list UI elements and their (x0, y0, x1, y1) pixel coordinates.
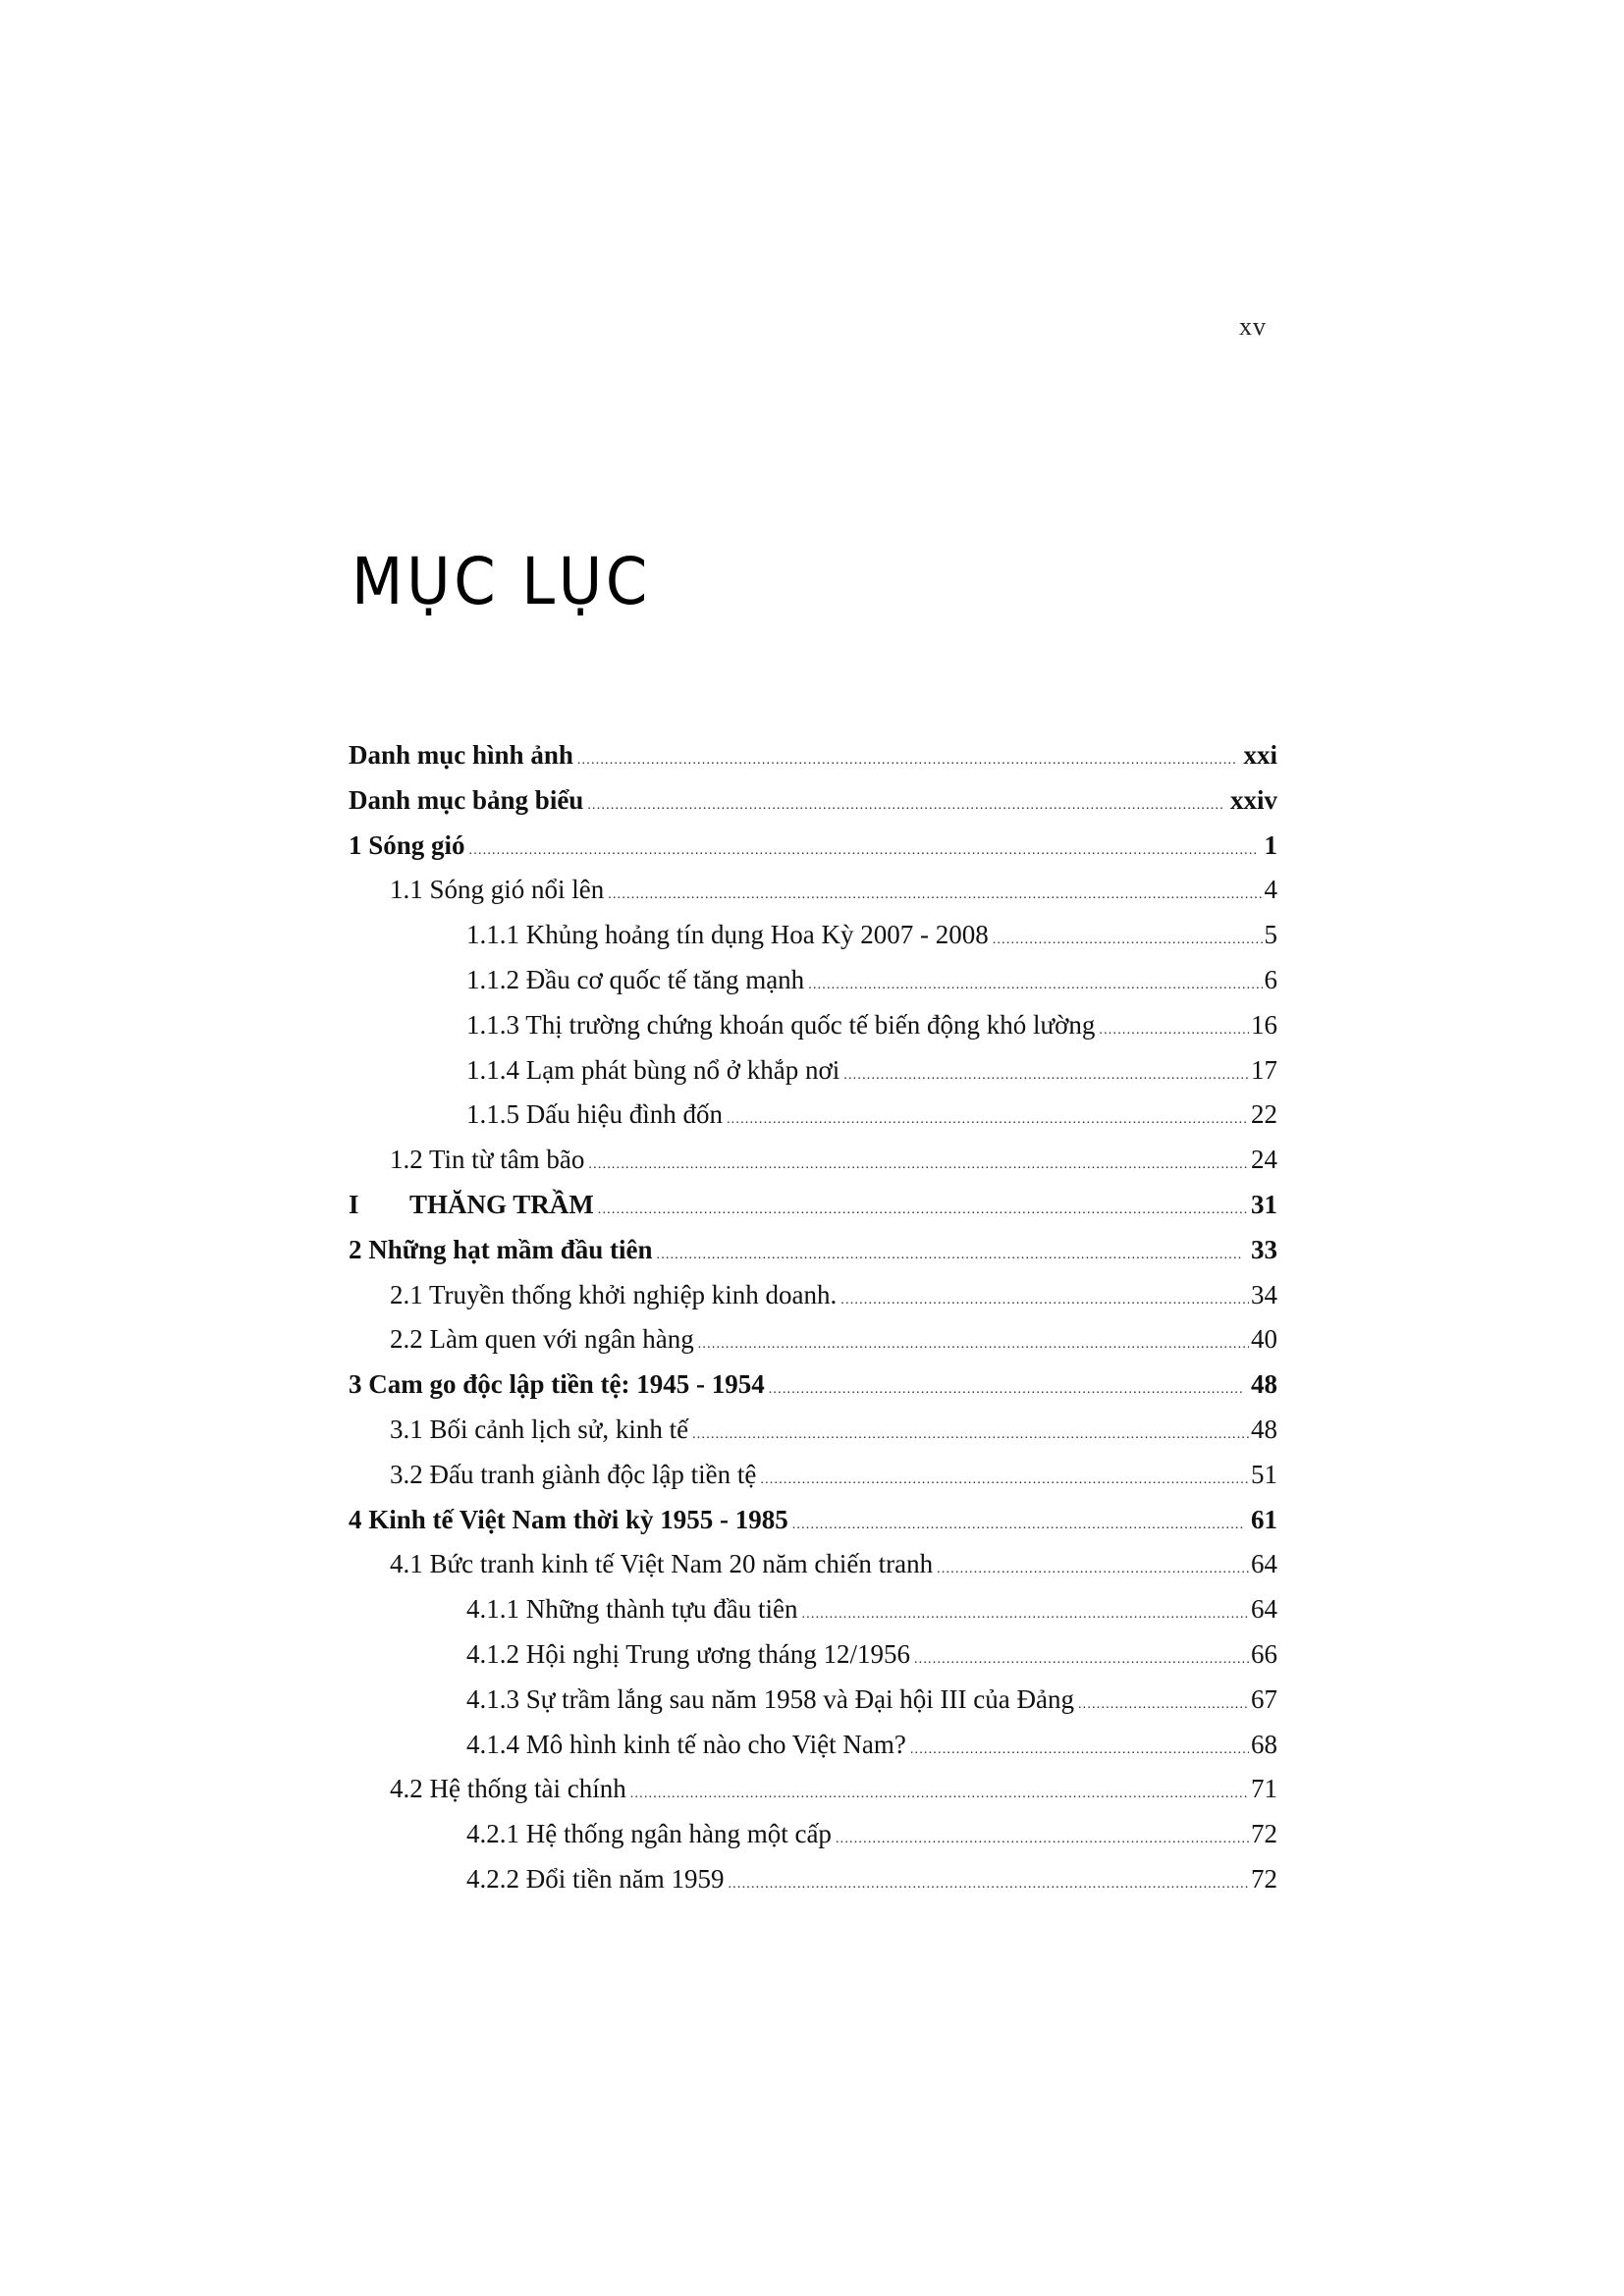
dot-leader (727, 1097, 1249, 1143)
dot-leader (910, 1728, 1249, 1773)
toc-entry-page: 64 (1251, 1594, 1277, 1625)
toc-entry-page: xxi (1243, 740, 1277, 770)
toc-entry-page: 66 (1251, 1638, 1277, 1669)
toc-entry[interactable] (349, 1857, 1277, 1902)
toc-entry-label: 4.1.3 Sự trầm lắng sau năm 1958 và Đại hội III của Đảng (466, 1683, 1074, 1714)
toc-entry-label: 1.1.1 Khủng hoảng tín dụng Hoa Kỳ 2007 - 2008 (466, 920, 989, 950)
toc-entry-page: 5 (1264, 920, 1277, 950)
dot-leader (728, 1862, 1249, 1907)
toc-entry[interactable] (349, 1453, 1277, 1498)
toc-entry-label (349, 1183, 594, 1228)
toc-entry[interactable] (349, 1587, 1277, 1632)
toc-entry[interactable] (349, 1767, 1277, 1812)
toc-entry-page: 51 (1251, 1459, 1277, 1489)
toc-entry-page: 68 (1251, 1729, 1277, 1759)
toc-entry-label: 2.1 Truyền thống khởi nghiệp kinh doanh. (390, 1279, 838, 1309)
toc-entry-page: 48 (1251, 1369, 1277, 1400)
toc-entry-label: 3.2 Đấu tranh giành độc lập tiền tệ (390, 1459, 757, 1489)
toc-entry-label: 1.1.4 Lạm phát bùng nổ ở khắp nơi (466, 1054, 840, 1085)
toc-entry-page: 34 (1251, 1279, 1277, 1309)
toc-entry-label: 3 Cam go độc lập tiền tệ: 1945 - 1954 (349, 1369, 765, 1400)
dot-leader (836, 1817, 1249, 1862)
dot-leader (760, 1458, 1249, 1503)
toc-entry-page: 22 (1251, 1099, 1277, 1130)
toc-entry-page: 72 (1251, 1819, 1277, 1849)
toc-entry-label: 1.2 Tin từ tâm bão (390, 1145, 585, 1175)
toc-entry-label: 4.1.2 Hội nghị Trung ương tháng 12/1956 (466, 1638, 910, 1669)
toc-entry-page: xxiv (1229, 784, 1277, 815)
dot-leader (808, 963, 1262, 1008)
toc-entry[interactable] (349, 868, 1277, 913)
toc-entry-label: 4.1.4 Mô hình kinh tế nào cho Việt Nam? (466, 1729, 906, 1759)
dot-leader (840, 1278, 1249, 1323)
toc-entry-label: 4.2 Hệ thống tài chính (390, 1774, 626, 1804)
toc-entry-page: 31 (1251, 1189, 1277, 1219)
toc-entry[interactable] (349, 1273, 1277, 1318)
dot-leader (657, 1233, 1244, 1278)
toc-entry-page: 4 (1264, 875, 1277, 905)
toc-entry-label: 2 Những hạt mầm đầu tiên (349, 1234, 653, 1264)
toc-entry[interactable] (349, 1542, 1277, 1587)
toc-entry-label: 4.1.1 Những thành tựu đầu tiên (466, 1594, 798, 1625)
dot-leader (769, 1367, 1243, 1413)
toc-entry[interactable] (349, 1498, 1277, 1543)
toc-entry[interactable] (349, 733, 1277, 778)
toc-entry[interactable] (349, 1138, 1277, 1183)
toc-entry-label: 4.1 Bức tranh kinh tế Việt Nam 20 năm chiến tranh (390, 1549, 934, 1579)
page-number: xv (1239, 312, 1267, 341)
toc-entry-page: 1 (1264, 829, 1277, 860)
dot-leader (792, 1503, 1243, 1548)
toc-entry-label: 4.2.2 Đổi tiền năm 1959 (466, 1863, 725, 1894)
toc-entry-page: 40 (1251, 1324, 1277, 1355)
toc-entry[interactable] (349, 1003, 1277, 1048)
toc-entry-label: 4.2.1 Hệ thống ngân hàng một cấp (466, 1819, 832, 1849)
toc-part-entry[interactable] (349, 1183, 1277, 1228)
dot-leader (1099, 1008, 1249, 1053)
toc-entry-page: 17 (1251, 1054, 1277, 1085)
toc-entry-page: 33 (1251, 1234, 1277, 1264)
toc-entry[interactable] (349, 1408, 1277, 1453)
toc-entry[interactable] (349, 913, 1277, 958)
toc-entry[interactable] (349, 778, 1277, 824)
toc-entry[interactable] (349, 1228, 1277, 1273)
toc-entry-page: 16 (1251, 1009, 1277, 1040)
toc-entry-label: 1.1 Sóng gió nổi lên (390, 875, 605, 905)
toc-entry-page: 64 (1251, 1549, 1277, 1579)
toc-entry[interactable] (349, 824, 1277, 869)
toc-entry[interactable] (349, 1723, 1277, 1768)
dot-leader (1078, 1682, 1249, 1728)
toc-entry-label: 3.1 Bối cảnh lịch sử, kinh tế (390, 1414, 689, 1444)
toc-entry[interactable] (349, 1362, 1277, 1408)
dot-leader (598, 1188, 1249, 1233)
toc-entry[interactable] (349, 1048, 1277, 1094)
toc-entry-label: 1 Sóng gió (349, 829, 465, 860)
dot-leader (993, 918, 1263, 963)
dot-leader (608, 873, 1262, 918)
toc-entry-label: 1.1.5 Dấu hiệu đình đốn (466, 1099, 723, 1130)
toc-entry-page: 67 (1251, 1683, 1277, 1714)
dot-leader (801, 1592, 1249, 1637)
part-title: THĂNG TRẦM (409, 1189, 594, 1219)
toc-entry-page: 6 (1264, 964, 1277, 994)
toc-entry[interactable] (349, 1812, 1277, 1857)
dot-leader (469, 828, 1257, 874)
part-number: I (349, 1189, 359, 1219)
toc-entry-page: 71 (1251, 1774, 1277, 1804)
toc-entry-label: 1.1.3 Thị trường chứng khoán quốc tế biến động khó lường (466, 1009, 1096, 1040)
toc-entry[interactable] (349, 958, 1277, 1003)
dot-leader (914, 1637, 1249, 1682)
page-title: MỤC LỤC (352, 544, 651, 619)
dot-leader (587, 783, 1222, 828)
toc-entry[interactable] (349, 1678, 1277, 1723)
toc-entry-page: 61 (1251, 1504, 1277, 1534)
toc-entry-page: 48 (1251, 1414, 1277, 1444)
dot-leader (588, 1143, 1249, 1188)
toc-entry[interactable] (349, 1317, 1277, 1362)
toc-entry-label: 1.1.2 Đầu cơ quốc tế tăng mạnh (466, 964, 805, 994)
toc-entry[interactable] (349, 1093, 1277, 1138)
toc-entry-label: Danh mục hình ảnh (349, 740, 573, 770)
dot-leader (843, 1053, 1249, 1098)
dot-leader (698, 1322, 1249, 1367)
toc-entry-page: 24 (1251, 1145, 1277, 1175)
toc-entry-label: 4 Kinh tế Việt Nam thời kỳ 1955 - 1985 (349, 1504, 788, 1534)
toc-entry[interactable] (349, 1632, 1277, 1678)
toc-entry-label: 2.2 Làm quen với ngân hàng (390, 1324, 694, 1355)
dot-leader (692, 1413, 1249, 1458)
dot-leader (630, 1772, 1249, 1817)
toc-entry-label: Danh mục bảng biểu (349, 784, 584, 815)
toc-entry-page: 72 (1251, 1863, 1277, 1894)
table-of-contents (349, 733, 1277, 1902)
dot-leader (937, 1547, 1249, 1592)
dot-leader (577, 738, 1236, 783)
